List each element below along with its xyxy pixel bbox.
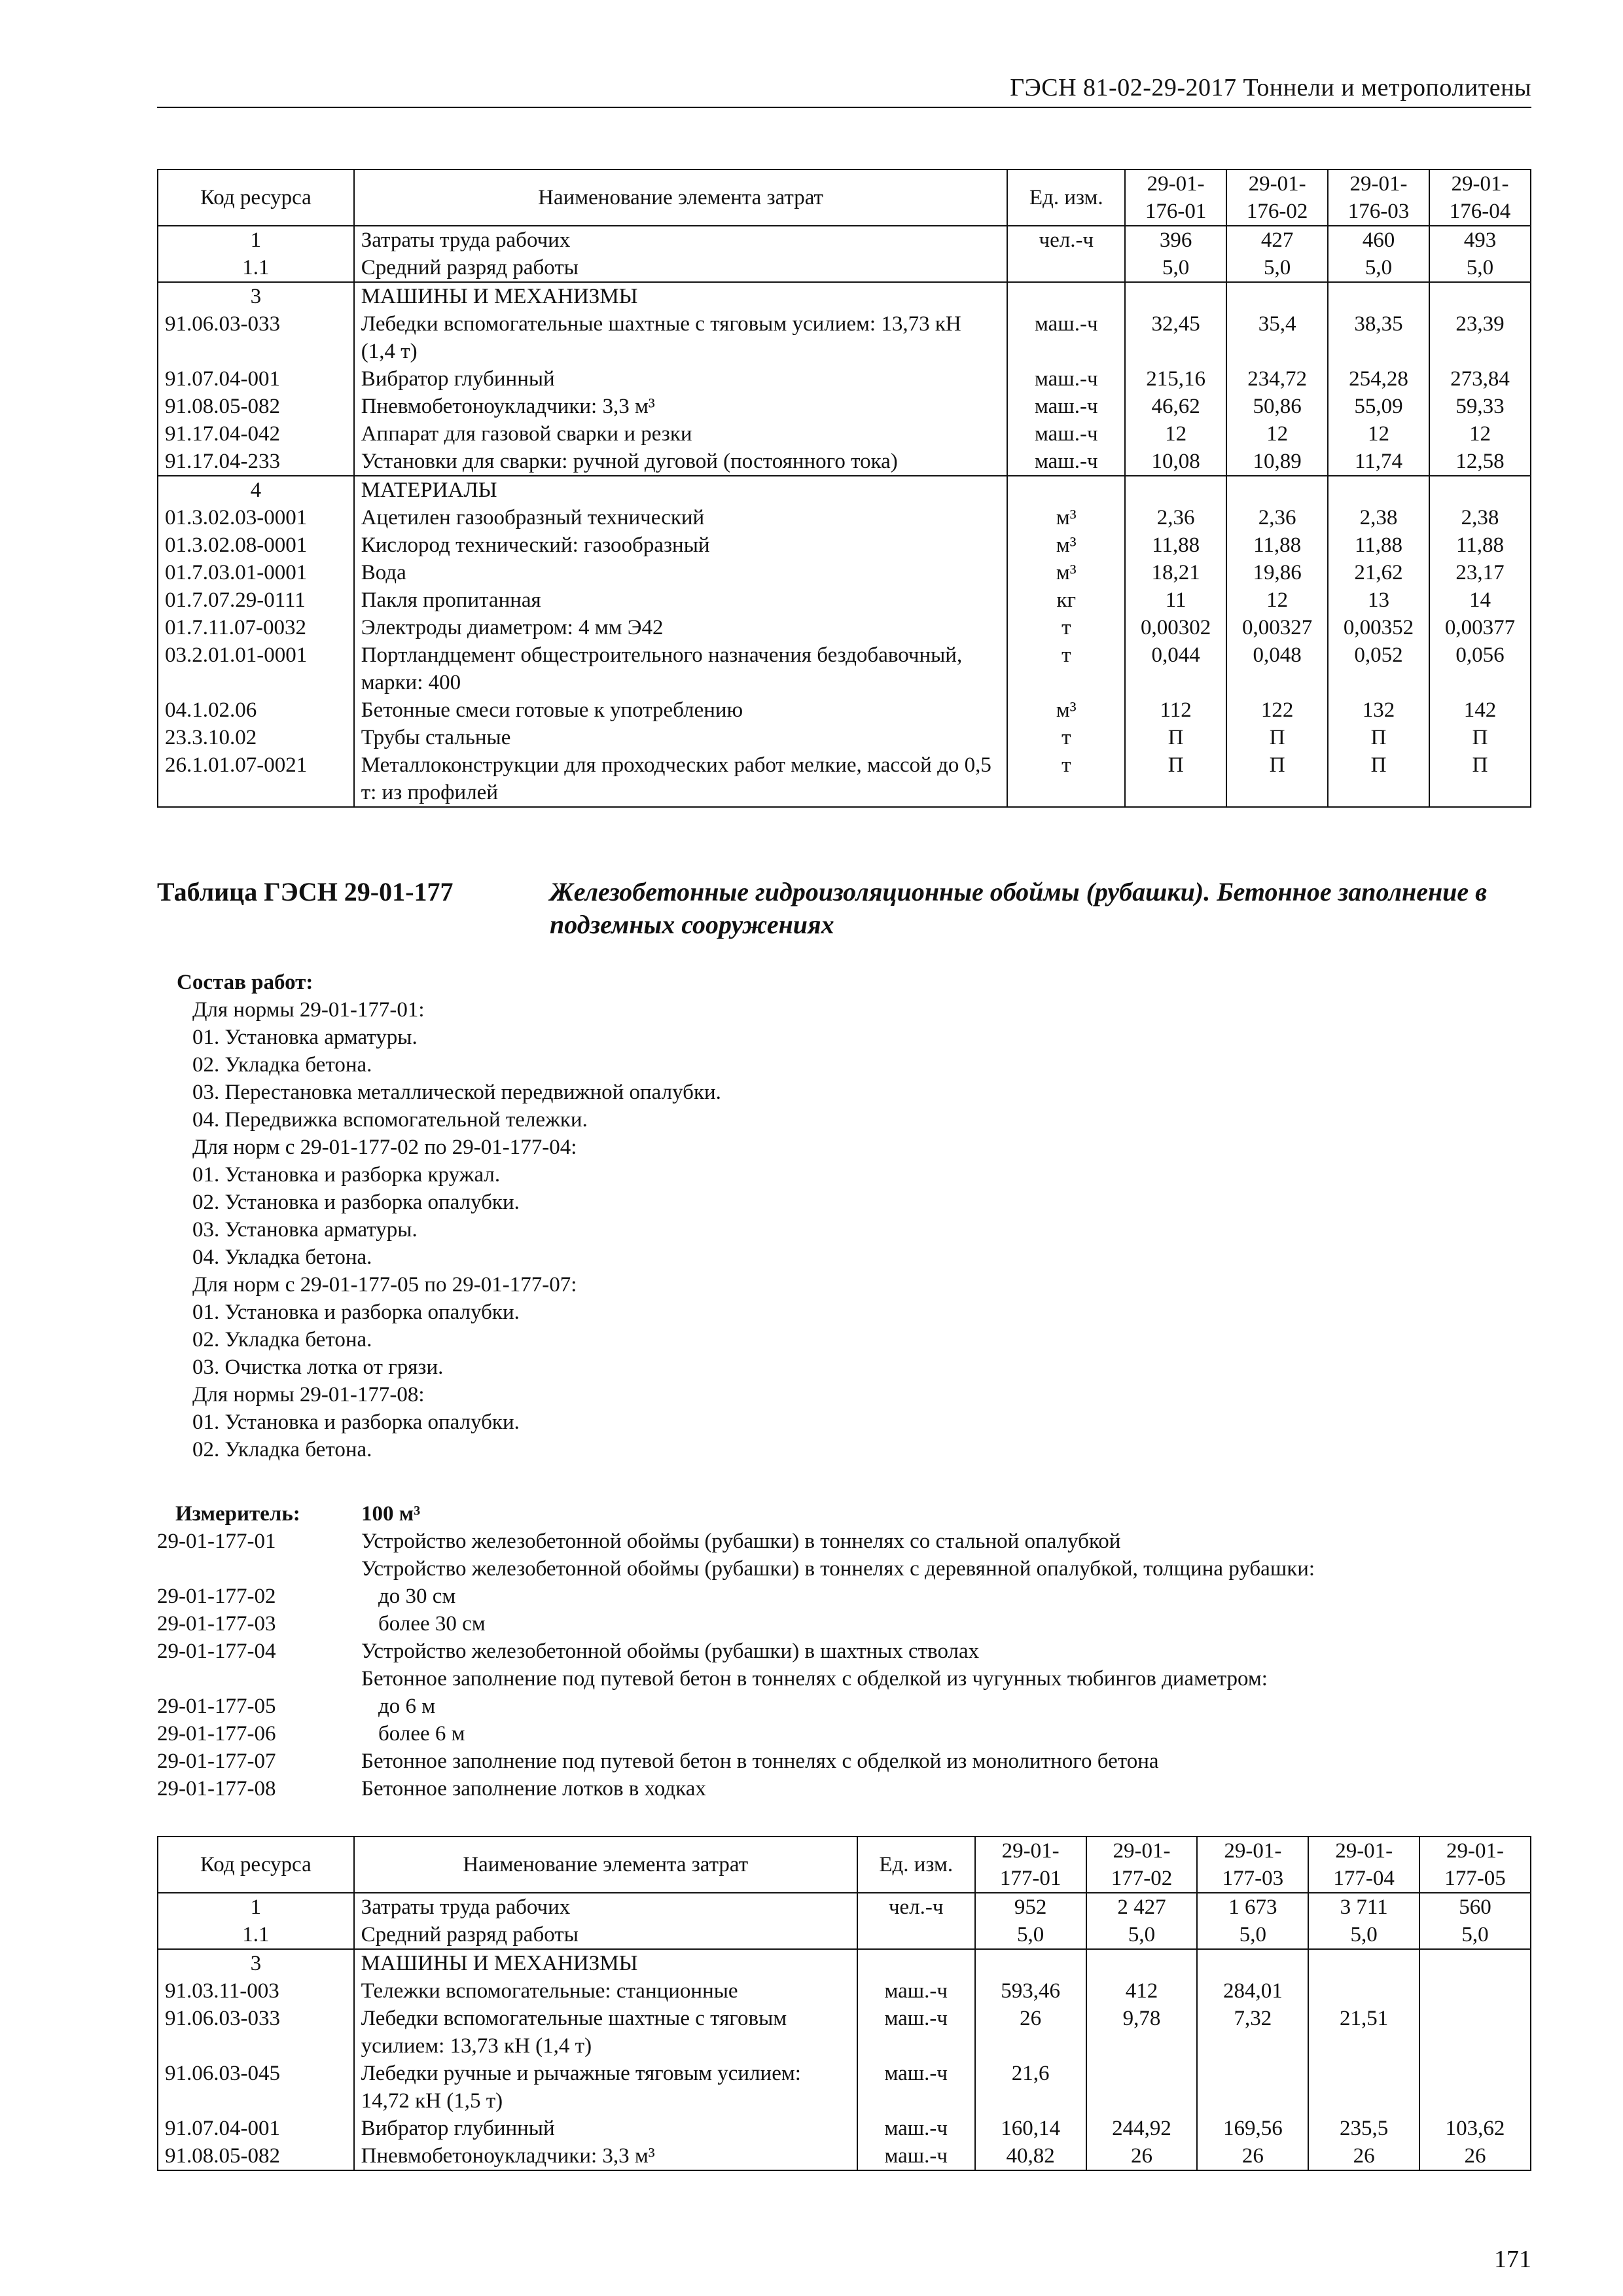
norm-row [157, 1638, 1531, 1665]
table-row [158, 2115, 1531, 2142]
norm-row [157, 1555, 1531, 1583]
work-step: 01. Установка и разборка опалубки. [192, 1300, 520, 1324]
resource-value: 103,62 [1419, 2115, 1531, 2142]
resource-value: 244,92 [1086, 2115, 1198, 2142]
resource-value: 9,78 [1086, 2005, 1198, 2060]
table-row [158, 696, 1531, 724]
resource-value: П [1429, 751, 1531, 807]
resource-value: 11,88 [1125, 531, 1226, 559]
resource-code: 91.07.04-001 [158, 2115, 354, 2142]
resource-value: 23,17 [1429, 559, 1531, 586]
resource-code: 01.7.11.07-0032 [158, 614, 354, 641]
resource-name: Пневмобетоноукладчики: 3,3 м³ [354, 393, 1008, 420]
resource-value: 234,72 [1226, 365, 1328, 393]
work-step: 01. Установка и разборка опалубки. [192, 1410, 520, 1434]
work-step: 01. Установка и разборка кружал. [192, 1163, 501, 1187]
resource-unit: маш.-ч [857, 2060, 975, 2115]
resource-unit: маш.-ч [1007, 393, 1125, 420]
resource-code: 4 [158, 476, 354, 504]
resource-value: 273,84 [1429, 365, 1531, 393]
resource-unit: маш.-ч [857, 2115, 975, 2142]
resource-value: 112 [1125, 696, 1226, 724]
resource-value: 254,28 [1328, 365, 1429, 393]
resource-name: Электроды диаметром: 4 мм Э42 [354, 614, 1008, 641]
column-header: 29-01- 176-01 [1125, 170, 1226, 226]
resource-value [1226, 476, 1328, 504]
resource-unit [1007, 476, 1125, 504]
resource-code: 1.1 [158, 1921, 354, 1949]
resource-code: 91.17.04-042 [158, 420, 354, 448]
resource-value: 21,62 [1328, 559, 1429, 586]
resource-value: П [1125, 724, 1226, 751]
table-row [158, 751, 1531, 807]
resource-name: Пневмобетоноукладчики: 3,3 м³ [354, 2142, 857, 2170]
resource-value: 215,16 [1125, 365, 1226, 393]
table-row [158, 448, 1531, 476]
resource-value [1125, 282, 1226, 310]
resource-code: 1.1 [158, 254, 354, 282]
resource-table-176 [157, 169, 1531, 808]
resource-unit: маш.-ч [1007, 420, 1125, 448]
table-row [158, 504, 1531, 531]
resource-value [1308, 2060, 1419, 2115]
norm-row [157, 1720, 1531, 1748]
resource-name: Трубы стальные [354, 724, 1008, 751]
resource-value [1429, 476, 1531, 504]
column-header: 29-01- 177-03 [1197, 1837, 1308, 1893]
resource-code: 04.1.02.06 [158, 696, 354, 724]
table-row [158, 1893, 1531, 1921]
column-header: Код ресурса [158, 170, 354, 226]
norm-row [157, 1583, 1531, 1610]
resource-code: 91.08.05-082 [158, 393, 354, 420]
norm-row [157, 1693, 1531, 1720]
table-row [158, 559, 1531, 586]
work-step: 02. Укладка бетона. [192, 1438, 372, 1462]
column-header: 29-01- 177-05 [1419, 1837, 1531, 1893]
norm-row [157, 1528, 1531, 1555]
resource-unit: т [1007, 724, 1125, 751]
table-row [158, 254, 1531, 282]
norm-description: более 6 м [378, 1722, 465, 1746]
norm-description: Бетонное заполнение под путевой бетон в тоннелях с обделкой из чугунных тюбингов диаметром: [361, 1667, 1268, 1691]
resource-name: Портландцемент общестроительного назначения бездобавочный, марки: 400 [354, 641, 1008, 696]
norm-code: 29-01-177-08 [157, 1777, 276, 1801]
resource-value [1419, 1977, 1531, 2005]
resource-value: 10,08 [1125, 448, 1226, 476]
resource-value: 12,58 [1429, 448, 1531, 476]
resource-value: 11,88 [1429, 531, 1531, 559]
resource-unit: м³ [1007, 531, 1125, 559]
table-177-title: Железобетонные гидроизоляционные обоймы (рубашки). Бетонное заполнение в подземных сооружениях [550, 877, 1488, 939]
column-header: Код ресурса [158, 1837, 354, 1893]
resource-name: Тележки вспомогательные: станционные [354, 1977, 857, 2005]
resource-name: Лебедки ручные и рычажные тяговым усилием: 14,72 кН (1,5 т) [354, 2060, 857, 2115]
resource-unit [857, 1921, 975, 1949]
resource-value: 412 [1086, 1977, 1198, 2005]
resource-value: 493 [1429, 226, 1531, 254]
resource-value: 40,82 [975, 2142, 1086, 2170]
resource-code: 01.3.02.03-0001 [158, 504, 354, 531]
resource-value: 32,45 [1125, 310, 1226, 365]
work-step: 03. Очистка лотка от грязи. [192, 1355, 444, 1379]
resource-value: 12 [1429, 420, 1531, 448]
work-step: 03. Перестановка металлической передвижной опалубки. [192, 1081, 721, 1104]
table-row [158, 724, 1531, 751]
resource-name: МАТЕРИАЛЫ [354, 476, 1008, 504]
norm-code: 29-01-177-07 [157, 1749, 276, 1773]
table-row [158, 531, 1531, 559]
norm-list [157, 1528, 1531, 1803]
column-header: Ед. изм. [857, 1837, 975, 1893]
resource-name: Вибратор глубинный [354, 365, 1008, 393]
resource-value: 5,0 [1429, 254, 1531, 282]
resource-value: 26 [1308, 2142, 1419, 2170]
norm-code: 29-01-177-02 [157, 1585, 276, 1608]
resource-code: 01.7.03.01-0001 [158, 559, 354, 586]
resource-value: 3 711 [1308, 1893, 1419, 1921]
work-composition-title: Состав работ: [177, 971, 313, 994]
resource-value: 0,056 [1429, 641, 1531, 696]
resource-value: 46,62 [1125, 393, 1226, 420]
resource-value: 5,0 [1226, 254, 1328, 282]
resource-value: 13 [1328, 586, 1429, 614]
resource-code: 1 [158, 1893, 354, 1921]
resource-unit: м³ [1007, 696, 1125, 724]
resource-value: 26 [1086, 2142, 1198, 2170]
resource-value: 593,46 [975, 1977, 1086, 2005]
table-header-row [158, 1837, 1531, 1893]
norm-description: до 30 см [378, 1585, 456, 1608]
resource-value: 10,89 [1226, 448, 1328, 476]
resource-table-177 [157, 1836, 1531, 2171]
resource-value: П [1125, 751, 1226, 807]
resource-value: 284,01 [1197, 1977, 1308, 2005]
resource-value [1226, 282, 1328, 310]
resource-name: Бетонные смеси готовые к употреблению [354, 696, 1008, 724]
running-header: ГЭСН 81-02-29-2017 Тоннели и метрополитены [1010, 74, 1531, 101]
norm-description: более 30 см [378, 1612, 486, 1636]
resource-value: 122 [1226, 696, 1328, 724]
resource-code: 91.17.04-233 [158, 448, 354, 476]
resource-unit: чел.-ч [857, 1893, 975, 1921]
work-composition [177, 969, 1486, 1463]
header-rule [157, 107, 1531, 108]
work-composition-list [177, 996, 1486, 1463]
resource-value [1197, 2060, 1308, 2115]
resource-value: 5,0 [975, 1921, 1086, 1949]
resource-value: 235,5 [1308, 2115, 1419, 2142]
resource-value [1429, 282, 1531, 310]
column-header: Наименование элемента затрат [354, 170, 1008, 226]
resource-value: 12 [1328, 420, 1429, 448]
norm-code: 29-01-177-03 [157, 1612, 276, 1636]
resource-value: 21,51 [1308, 2005, 1419, 2060]
resource-value: 0,00327 [1226, 614, 1328, 641]
resource-value: 12 [1226, 586, 1328, 614]
resource-value: 169,56 [1197, 2115, 1308, 2142]
resource-unit: т [1007, 751, 1125, 807]
resource-name: Ацетилен газообразный технический [354, 504, 1008, 531]
work-step: 03. Установка арматуры. [192, 1218, 418, 1242]
resource-value: 12 [1125, 420, 1226, 448]
column-header: 29-01- 177-01 [975, 1837, 1086, 1893]
resource-value: 7,32 [1197, 2005, 1308, 2060]
table-row [158, 1977, 1531, 2005]
resource-value: 396 [1125, 226, 1226, 254]
measure-label: Измеритель: [175, 1502, 300, 1526]
norm-code: 29-01-177-05 [157, 1695, 276, 1718]
norm-description: Устройство железобетонной обоймы (рубашки) в тоннелях со стальной опалубкой [361, 1530, 1121, 1553]
resource-unit: т [1007, 614, 1125, 641]
resource-value: 26 [1197, 2142, 1308, 2170]
resource-name: Установки для сварки: ручной дуговой (постоянного тока) [354, 448, 1008, 476]
resource-unit [1007, 254, 1125, 282]
resource-value: 11,88 [1328, 531, 1429, 559]
resource-value: 18,21 [1125, 559, 1226, 586]
resource-value [1308, 1949, 1419, 1977]
resource-unit: маш.-ч [1007, 310, 1125, 365]
resource-name: Затраты труда рабочих [354, 226, 1008, 254]
resource-unit: маш.-ч [1007, 448, 1125, 476]
norm-description: Устройство железобетонной обоймы (рубашки) в шахтных стволах [361, 1640, 980, 1663]
resource-name: Кислород технический: газообразный [354, 531, 1008, 559]
table-row [158, 226, 1531, 254]
table-row [158, 310, 1531, 365]
resource-code: 01.3.02.08-0001 [158, 531, 354, 559]
norm-row [157, 1610, 1531, 1638]
resource-code: 26.1.01.07-0021 [158, 751, 354, 807]
resource-value [1419, 2005, 1531, 2060]
resource-unit [857, 1949, 975, 1977]
resource-value: 23,39 [1429, 310, 1531, 365]
resource-name: МАШИНЫ И МЕХАНИЗМЫ [354, 1949, 857, 1977]
resource-value: 21,6 [975, 2060, 1086, 2115]
resource-value: 0,00302 [1125, 614, 1226, 641]
resource-name: Вибратор глубинный [354, 2115, 857, 2142]
norm-row [157, 1665, 1531, 1693]
column-header: Наименование элемента затрат [354, 1837, 857, 1893]
resource-code: 3 [158, 1949, 354, 1977]
resource-value [1086, 2060, 1198, 2115]
resource-value: 38,35 [1328, 310, 1429, 365]
resource-name: Вода [354, 559, 1008, 586]
norm-description: Бетонное заполнение лотков в ходках [361, 1777, 706, 1801]
norm-description: Бетонное заполнение под путевой бетон в тоннелях с обделкой из монолитного бетона [361, 1749, 1159, 1773]
resource-value: 12 [1226, 420, 1328, 448]
resource-unit: маш.-ч [857, 2005, 975, 2060]
resource-value: П [1226, 751, 1328, 807]
resource-value [1125, 476, 1226, 504]
column-header: 29-01- 177-04 [1308, 1837, 1419, 1893]
norm-code: 29-01-177-01 [157, 1530, 276, 1553]
measure-section [157, 1500, 1531, 1803]
column-header: Ед. изм. [1007, 170, 1125, 226]
resource-name: Лебедки вспомогательные шахтные с тяговым усилием: 13,73 кН (1,4 т) [354, 310, 1008, 365]
work-step: 02. Укладка бетона. [192, 1328, 372, 1352]
resource-value: 2 427 [1086, 1893, 1198, 1921]
resource-value [1328, 282, 1429, 310]
table-row [158, 2142, 1531, 2170]
resource-value [1328, 476, 1429, 504]
resource-value: 59,33 [1429, 393, 1531, 420]
resource-name: Средний разряд работы [354, 254, 1008, 282]
table-row [158, 420, 1531, 448]
resource-code: 91.06.03-033 [158, 310, 354, 365]
resource-code: 1 [158, 226, 354, 254]
resource-name: Лебедки вспомогательные шахтные с тяговым усилием: 13,73 кН (1,4 т) [354, 2005, 857, 2060]
resource-value: 1 673 [1197, 1893, 1308, 1921]
resource-name: МАШИНЫ И МЕХАНИЗМЫ [354, 282, 1008, 310]
resource-code: 3 [158, 282, 354, 310]
resource-value [1419, 1949, 1531, 1977]
table-row [158, 393, 1531, 420]
resource-code: 23.3.10.02 [158, 724, 354, 751]
measure-value: 100 м³ [361, 1502, 421, 1526]
resource-name: Аппарат для газовой сварки и резки [354, 420, 1008, 448]
resource-value: 2,38 [1429, 504, 1531, 531]
norm-description: Устройство железобетонной обоймы (рубашки) в тоннелях с деревянной опалубкой, толщина рубашки: [361, 1557, 1315, 1581]
resource-name: Металлоконструкции для проходческих работ мелкие, массой до 0,5 т: из профилей [354, 751, 1008, 807]
resource-value: 5,0 [1086, 1921, 1198, 1949]
work-step: 02. Установка и разборка опалубки. [192, 1191, 520, 1214]
work-step: 02. Укладка бетона. [192, 1053, 372, 1077]
resource-unit: чел.-ч [1007, 226, 1125, 254]
resource-unit: м³ [1007, 559, 1125, 586]
resource-value: 19,86 [1226, 559, 1328, 586]
resource-value [975, 1949, 1086, 1977]
resource-code: 03.2.01.01-0001 [158, 641, 354, 696]
table-row [158, 1921, 1531, 1949]
resource-value: П [1328, 751, 1429, 807]
table-177-label: Таблица ГЭСН 29-01-177 [157, 877, 454, 906]
resource-value: 35,4 [1226, 310, 1328, 365]
resource-value: 0,00377 [1429, 614, 1531, 641]
table-row [158, 586, 1531, 614]
table-row [158, 2005, 1531, 2060]
norm-description: до 6 м [378, 1695, 436, 1718]
resource-value: 427 [1226, 226, 1328, 254]
resource-value: 560 [1419, 1893, 1531, 1921]
column-header: 29-01- 177-02 [1086, 1837, 1198, 1893]
table-row [158, 614, 1531, 641]
resource-unit: кг [1007, 586, 1125, 614]
resource-name: Средний разряд работы [354, 1921, 857, 1949]
resource-unit: маш.-ч [857, 2142, 975, 2170]
resource-value: 11 [1125, 586, 1226, 614]
resource-value: 460 [1328, 226, 1429, 254]
norm-code: 29-01-177-06 [157, 1722, 276, 1746]
norm-row [157, 1775, 1531, 1803]
resource-value: П [1429, 724, 1531, 751]
resource-value [1086, 1949, 1198, 1977]
measure-row [157, 1500, 1531, 1528]
page-number: 171 [1494, 2246, 1531, 2273]
resource-value [1197, 1949, 1308, 1977]
work-step: 04. Укладка бетона. [192, 1246, 372, 1269]
resource-value: 5,0 [1308, 1921, 1419, 1949]
resource-value: 5,0 [1125, 254, 1226, 282]
resource-value: 0,052 [1328, 641, 1429, 696]
resource-code: 91.08.05-082 [158, 2142, 354, 2170]
resource-value: 5,0 [1197, 1921, 1308, 1949]
resource-value [1419, 2060, 1531, 2115]
column-header: 29-01- 176-04 [1429, 170, 1531, 226]
resource-unit [1007, 282, 1125, 310]
table-header-row [158, 170, 1531, 226]
resource-code: 91.07.04-001 [158, 365, 354, 393]
resource-value: 0,00352 [1328, 614, 1429, 641]
resource-value: 2,38 [1328, 504, 1429, 531]
work-step: 04. Передвижка вспомогательной тележки. [192, 1108, 588, 1132]
resource-code: 91.03.11-003 [158, 1977, 354, 2005]
norm-code: 29-01-177-04 [157, 1640, 276, 1663]
table-row [158, 282, 1531, 310]
resource-code: 01.7.07.29-0111 [158, 586, 354, 614]
column-header: 29-01- 176-02 [1226, 170, 1328, 226]
resource-value [1308, 1977, 1419, 2005]
work-step: Для нормы 29-01-177-01: [192, 998, 425, 1022]
resource-value: 50,86 [1226, 393, 1328, 420]
table-row [158, 1949, 1531, 1977]
resource-code: 91.06.03-033 [158, 2005, 354, 2060]
resource-value: 14 [1429, 586, 1531, 614]
resource-unit: маш.-ч [1007, 365, 1125, 393]
resource-value: 26 [975, 2005, 1086, 2060]
resource-value: 952 [975, 1893, 1086, 1921]
work-step: Для норм с 29-01-177-02 по 29-01-177-04: [192, 1136, 577, 1159]
resource-value: 5,0 [1419, 1921, 1531, 1949]
table-row [158, 365, 1531, 393]
resource-value: 142 [1429, 696, 1531, 724]
resource-value: 2,36 [1125, 504, 1226, 531]
resource-value: 0,048 [1226, 641, 1328, 696]
resource-name: Затраты труда рабочих [354, 1893, 857, 1921]
resource-code: 91.06.03-045 [158, 2060, 354, 2115]
resource-value: 132 [1328, 696, 1429, 724]
column-header: 29-01- 176-03 [1328, 170, 1429, 226]
resource-value: 5,0 [1328, 254, 1429, 282]
work-step: 01. Установка арматуры. [192, 1026, 418, 1049]
resource-unit: м³ [1007, 504, 1125, 531]
resource-unit: маш.-ч [857, 1977, 975, 2005]
resource-value: 11,74 [1328, 448, 1429, 476]
resource-value: 11,88 [1226, 531, 1328, 559]
table-row [158, 476, 1531, 504]
work-step: Для норм с 29-01-177-05 по 29-01-177-07: [192, 1273, 577, 1297]
resource-name: Пакля пропитанная [354, 586, 1008, 614]
resource-value: 0,044 [1125, 641, 1226, 696]
resource-value: 2,36 [1226, 504, 1328, 531]
resource-unit: т [1007, 641, 1125, 696]
work-step: Для нормы 29-01-177-08: [192, 1383, 425, 1407]
table-row [158, 2060, 1531, 2115]
resource-value: П [1328, 724, 1429, 751]
resource-value: 55,09 [1328, 393, 1429, 420]
norm-row [157, 1748, 1531, 1775]
resource-value: 160,14 [975, 2115, 1086, 2142]
resource-value: П [1226, 724, 1328, 751]
table-row [158, 641, 1531, 696]
resource-value: 26 [1419, 2142, 1531, 2170]
